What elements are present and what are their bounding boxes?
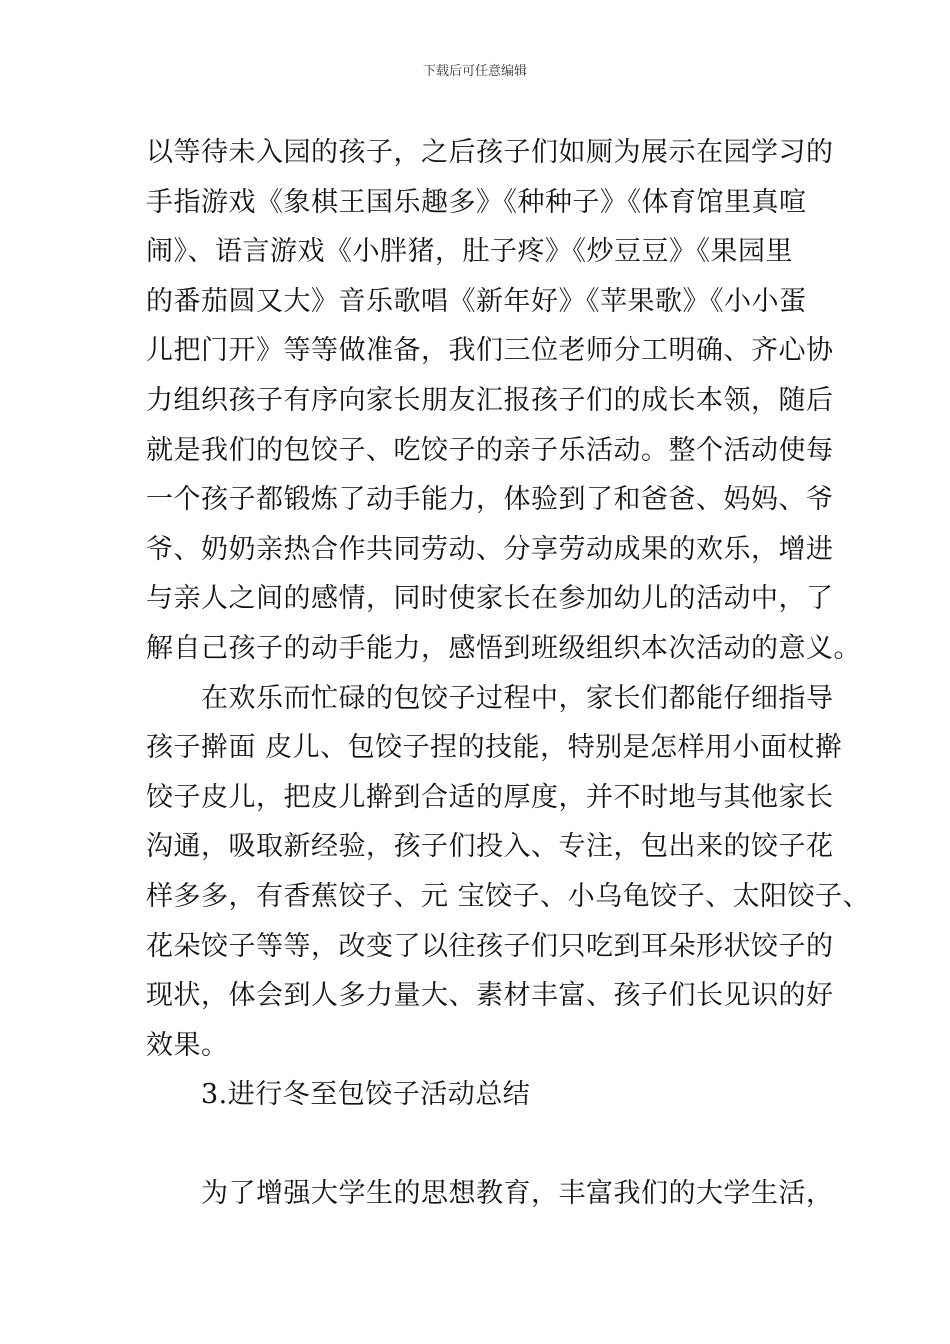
text-line: 沟通，吸取新经验，孩子们投入、专注，包出来的饺子花 — [146, 831, 834, 863]
page-header: 下载后可任意编辑 — [422, 64, 527, 79]
text-line: 为了增强大学生的思想教育，丰富我们的大学生活， — [146, 1178, 834, 1210]
text-line: 闹》、语言游戏《小胖猪，肚子疼》《炒豆豆》《果园里 — [146, 236, 793, 268]
text-line: 力组织孩子有序向家长朋友汇报孩子们的成长本领，随后 — [146, 384, 834, 416]
text-line: 与亲人之间的感情，同时使家长在参加幼儿的活动中，了 — [146, 583, 834, 615]
blank-line — [146, 1120, 846, 1170]
text-line: 饺子皮儿，把皮儿擀到合适的厚度，并不时地与其他家长 — [146, 781, 834, 813]
text-line: 孩子擀面 皮儿、包饺子捏的技能，特别是怎样用小面杖擀 — [146, 732, 843, 764]
text-line: 的番茄圆又大》音乐歌唱《新年好》《苹果歌》《小小蛋 — [146, 285, 807, 317]
text-line: 效果。 — [146, 1029, 229, 1061]
text-line: 样多多，有香蕉饺子、元 宝饺子、小乌龟饺子、太阳饺子、 — [146, 880, 871, 912]
text-line: 一个孩子都锻炼了动手能力，体验到了和爸爸、妈妈、爷 — [146, 484, 834, 516]
text-line: 花朵饺子等等，改变了以往孩子们只吃到耳朵形状饺子的 — [146, 930, 834, 962]
document-body — [146, 128, 871, 1219]
text-line: 以等待未入园的孩子，之后孩子们如厕为展示在园学习的 — [146, 137, 834, 168]
text-line: 现状，体会到人多力量大、素材丰富、孩子们长见识的好 — [146, 980, 834, 1012]
text-line: 在欢乐而忙碌的包饺子过程中，家长们都能仔细指导 — [146, 682, 834, 714]
section-heading: 3.进行冬至包饺子活动总结 — [146, 1079, 531, 1111]
text-line: 爷、奶奶亲热合作共同劳动、分享劳动成果的欢乐，增进 — [146, 533, 834, 565]
text-line: 儿把门开》等等做准备，我们三位老师分工明确、齐心协 — [146, 335, 834, 367]
text-line: 手指游戏《象棋王国乐趣多》《种种子》《体育馆里真喧 — [146, 186, 807, 218]
text-line: 解自己孩子的动手能力，感悟到班级组织本次活动的意义。 — [146, 632, 861, 664]
text-line: 就是我们的包饺子、吃饺子的亲子乐活动。整个活动使每 — [146, 434, 834, 466]
